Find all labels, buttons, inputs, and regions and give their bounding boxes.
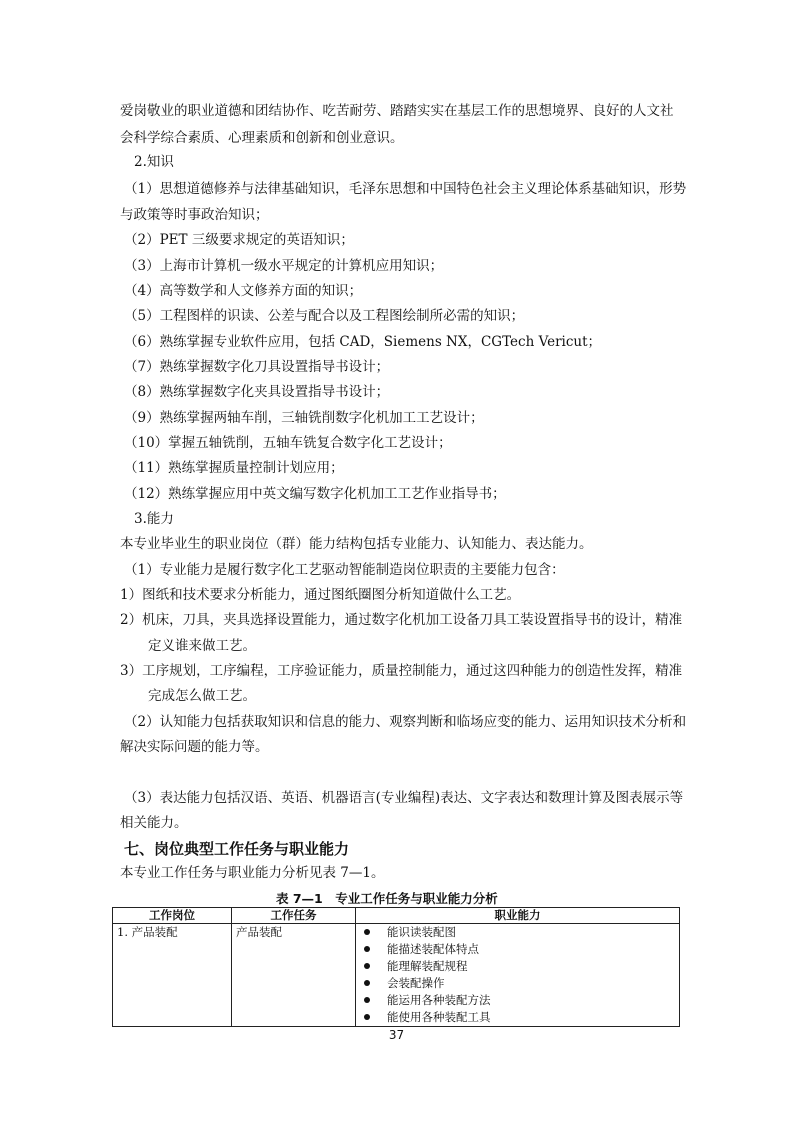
ability-text: 能描述装配体特点 — [387, 942, 479, 956]
ability-item-2-cont: 解决实际问题的能力等。 — [120, 739, 269, 755]
ability-list — [360, 924, 675, 1026]
table-caption: 表 7—1 专业工作任务与职业能力分析 — [276, 891, 498, 906]
ability-subitem-2: 2）机床，刀具，夹具选择设置能力，通过数字化机加工设备刀具工装设置指导书的设计，精准 — [120, 612, 683, 628]
list-item — [360, 992, 675, 1009]
section-heading: 七、岗位典型工作任务与职业能力 — [124, 840, 350, 858]
page-number: 37 — [388, 1028, 405, 1042]
knowledge-item-6: （6）熟练掌握专业软件应用，包括 CAD，Siemens NX，CGTech Vericut； — [124, 334, 602, 350]
ability-text: 会装配操作 — [387, 976, 445, 990]
ability-item-3: （3）表达能力包括汉语、英语、机器语言(专业编程)表达、文字表达和数理计算及图表展示等 — [124, 790, 684, 806]
knowledge-item-5: （5）工程图样的识读、公差与配合以及工程图绘制所必需的知识； — [124, 308, 525, 324]
ability-item-3-cont: 相关能力。 — [120, 815, 188, 831]
cell-task: 产品装配 — [232, 924, 356, 1027]
cell-abilities — [356, 924, 680, 1027]
knowledge-item-1: （1）思想道德修养与法律基础知识，毛泽东思想和中国特色社会主义理论体系基础知识，形势 — [124, 181, 687, 197]
list-item — [360, 1009, 675, 1026]
paragraph-line: 会科学综合素质、心理素质和创新和创业意识。 — [120, 130, 404, 146]
bullet-icon — [364, 980, 370, 986]
knowledge-item-3: （3）上海市计算机一级水平规定的计算机应用知识； — [124, 258, 444, 274]
section-intro: 本专业工作任务与职业能力分析见表 7—1。 — [120, 865, 385, 881]
ability-text: 能理解装配规程 — [387, 959, 468, 973]
paragraph-line: 爱岗敬业的职业道德和团结协作、吃苦耐劳、踏踏实实在基层工作的思想境界、良好的人文社 — [120, 103, 674, 119]
task-ability-table — [112, 907, 680, 1027]
ability-subitem-3: 3）工序规划，工序编程，工序验证能力，质量控制能力，通过这四种能力的创造性发挥，精准 — [120, 663, 683, 679]
ability-text: 能识读装配图 — [387, 925, 456, 939]
ability-subitem-2-cont: 定义谁来做工艺。 — [148, 638, 256, 654]
cell-position: 1. 产品装配 — [113, 924, 232, 1027]
list-item — [360, 941, 675, 958]
bullet-icon — [364, 1014, 370, 1020]
knowledge-item-8: （8）熟练掌握数字化夹具设置指导书设计； — [124, 384, 390, 400]
table-header-row — [113, 908, 680, 924]
ability-text: 能运用各种装配方法 — [387, 993, 491, 1007]
knowledge-item-4: （4）高等数学和人文修养方面的知识； — [124, 283, 363, 299]
ability-text: 能使用各种装配工具 — [387, 1010, 491, 1024]
knowledge-item-7: （7）熟练掌握数字化刀具设置指导书设计； — [124, 359, 390, 375]
ability-item-2: （2）认知能力包括获取知识和信息的能力、观察判断和临场应变的能力、运用知识技术分析和 — [124, 714, 687, 730]
bullet-icon — [364, 946, 370, 952]
knowledge-item-2: （2）PET 三级要求规定的英语知识； — [124, 232, 354, 248]
knowledge-item-9: （9）熟练掌握两轴车削，三轴铣削数字化机加工工艺设计； — [124, 410, 484, 426]
section-title-ability: 3.能力 — [134, 511, 174, 527]
list-item — [360, 975, 675, 992]
list-item — [360, 924, 675, 941]
knowledge-item-1-cont: 与政策等时事政治知识； — [120, 207, 269, 223]
table-row — [113, 924, 680, 1027]
knowledge-item-12: （12）熟练掌握应用中英文编写数字化机加工工艺作业指导书； — [124, 486, 506, 502]
bullet-icon — [364, 929, 370, 935]
knowledge-item-10: （10）掌握五轴铣削，五轴车铣复合数字化工艺设计； — [124, 435, 452, 451]
ability-subitem-1: 1）图纸和技术要求分析能力，通过图纸圈图分析知道做什么工艺。 — [120, 587, 521, 603]
column-header: 职业能力 — [356, 908, 680, 924]
ability-item-1: （1）专业能力是履行数字化工艺驱动智能制造岗位职责的主要能力包含： — [124, 562, 565, 578]
bullet-icon — [364, 997, 370, 1003]
ability-intro: 本专业毕业生的职业岗位（群）能力结构包括专业能力、认知能力、表达能力。 — [120, 536, 593, 552]
knowledge-item-11: （11）熟练掌握质量控制计划应用； — [124, 460, 344, 476]
list-item — [360, 958, 675, 975]
bullet-icon — [364, 963, 370, 969]
column-header: 工作任务 — [232, 908, 356, 924]
ability-subitem-3-cont: 完成怎么做工艺。 — [148, 688, 256, 704]
column-header: 工作岗位 — [113, 908, 232, 924]
section-title-knowledge: 2.知识 — [134, 154, 174, 170]
